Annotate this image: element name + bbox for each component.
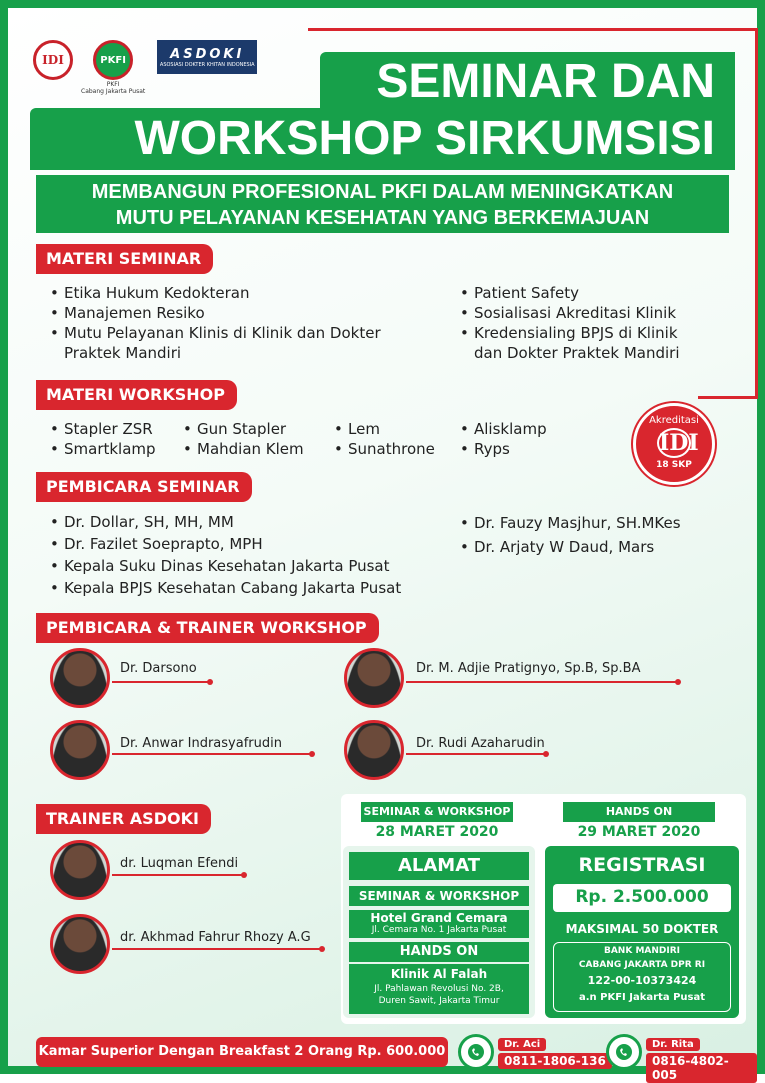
asdoki-logo-caption: ASOSIASI DOKTER KHITAN INDONESIA bbox=[159, 61, 255, 68]
materi-seminar-label: MATERI SEMINAR bbox=[36, 244, 213, 274]
speaker-underline bbox=[112, 681, 210, 683]
trainer-name: dr. Akhmad Fahrur Rhozy A.G bbox=[120, 930, 311, 945]
asdoki-logo bbox=[157, 40, 257, 74]
registrasi-account-number: 122-00-10373424 bbox=[587, 974, 697, 987]
title-line-1: SEMINAR DAN bbox=[320, 52, 735, 112]
list-item: • Ryps bbox=[460, 439, 580, 459]
list-item: • Patient Safety bbox=[460, 283, 710, 303]
alamat-hands-venue: Klinik Al Falah bbox=[390, 967, 488, 981]
pkfi-logo: PKFI bbox=[93, 40, 133, 80]
list-item: • Etika Hukum Kedokteran bbox=[50, 283, 440, 303]
speaker-photo-darsono bbox=[50, 648, 110, 708]
registrasi-price: Rp. 2.500.000 bbox=[575, 887, 709, 907]
list-item: • Mahdian Klem bbox=[183, 439, 333, 459]
list-item: • Kredensialing BPJS di Klinik dan Dokter Praktek Mandiri bbox=[460, 323, 710, 363]
event-info-box bbox=[341, 794, 746, 1024]
pembicara-trainer-label: PEMBICARA & TRAINER WORKSHOP bbox=[36, 613, 379, 643]
pkfi-logo-caption: PKFI Cabang Jakarta Pusat bbox=[81, 81, 146, 95]
list-item: • Dr. Arjaty W Daud, Mars bbox=[460, 535, 720, 559]
akreditasi-badge bbox=[633, 403, 715, 485]
speaker-photo-adjie bbox=[344, 648, 404, 708]
list-item: • Kepala Suku Dinas Kesehatan Jakarta Pusat bbox=[50, 555, 460, 577]
contact-aci[interactable] bbox=[498, 1032, 612, 1070]
pembicara-seminar-right-list bbox=[460, 511, 720, 559]
trainer-underline bbox=[112, 948, 322, 950]
contact-name: Dr. Aci bbox=[498, 1038, 546, 1051]
workshop-col-3 bbox=[334, 419, 454, 459]
trainer-name: dr. Luqman Efendi bbox=[120, 856, 239, 871]
list-item: • Lem bbox=[334, 419, 454, 439]
room-offer-banner: Kamar Superior Dengan Breakfast 2 Orang Rp. 600.000 bbox=[36, 1037, 448, 1067]
speaker-name: Dr. Rudi Azaharudin bbox=[416, 736, 545, 751]
list-item: • Smartklamp bbox=[50, 439, 180, 459]
materi-workshop-label: MATERI WORKSHOP bbox=[36, 380, 237, 410]
akreditasi-label: Akreditasi bbox=[649, 415, 699, 426]
red-border-top bbox=[308, 28, 758, 31]
speaker-name: Dr. M. Adjie Pratignyo, Sp.B, Sp.BA bbox=[416, 661, 641, 676]
trainer-underline bbox=[112, 874, 244, 876]
asdoki-logo-text: ASDOKI bbox=[170, 46, 245, 62]
list-item: • Dr. Fazilet Soeprapto, MPH bbox=[50, 533, 460, 555]
akreditasi-org: IDI bbox=[659, 430, 699, 456]
list-item: • Mutu Pelayanan Klinis di Klinik dan Dokter Praktek Mandiri bbox=[50, 323, 440, 363]
whatsapp-icon[interactable] bbox=[606, 1034, 642, 1070]
workshop-col-4 bbox=[460, 419, 580, 459]
list-item: • Sunathrone bbox=[334, 439, 454, 459]
red-border-corner bbox=[698, 396, 758, 399]
registrasi-max: MAKSIMAL 50 DOKTER bbox=[565, 922, 719, 936]
alamat-seminar-address: Jl. Cemara No. 1 Jakarta Pusat bbox=[371, 925, 507, 935]
pembicara-seminar-left-list bbox=[50, 511, 460, 599]
list-item: • Alisklamp bbox=[460, 419, 580, 439]
registrasi-bank: BANK MANDIRI bbox=[603, 946, 681, 956]
list-item: • Dr. Fauzy Masjhur, SH.MKes bbox=[460, 511, 720, 535]
trainer-photo-luqman bbox=[50, 840, 110, 900]
contact-phone[interactable]: 0816-4802-005 bbox=[646, 1053, 757, 1083]
speaker-photo-rudi bbox=[344, 720, 404, 780]
materi-seminar-left-list bbox=[50, 283, 440, 363]
red-border-right bbox=[755, 28, 758, 398]
alamat-hands-label: HANDS ON bbox=[349, 942, 529, 962]
contact-rita[interactable] bbox=[646, 1032, 757, 1082]
list-item: • Dr. Dollar, SH, MH, MM bbox=[50, 511, 460, 533]
contact-phone[interactable]: 0811-1806-136 bbox=[498, 1053, 612, 1069]
subtitle-line-2: MUTU PELAYANAN KESEHATAN YANG BERKEMAJUAN bbox=[115, 207, 650, 229]
list-item: • Gun Stapler bbox=[183, 419, 333, 439]
logo-row bbox=[33, 40, 257, 95]
speaker-underline bbox=[406, 681, 678, 683]
speaker-name: Dr. Darsono bbox=[120, 661, 197, 676]
list-item: • Kepala BPJS Kesehatan Cabang Jakarta Pusat bbox=[50, 577, 460, 599]
alamat-seminar-label: SEMINAR & WORKSHOP bbox=[349, 886, 529, 906]
materi-seminar-right-list bbox=[460, 283, 710, 363]
list-item: • Sosialisasi Akreditasi Klinik bbox=[460, 303, 710, 323]
trainer-photo-akhmad bbox=[50, 914, 110, 974]
subtitle-line-1: MEMBANGUN PROFESIONAL PKFI DALAM MENINGKATKAN bbox=[91, 181, 674, 203]
idi-logo: IDI bbox=[33, 40, 73, 80]
akreditasi-skp: 18 SKP bbox=[656, 460, 692, 470]
pkfi-logo-group bbox=[81, 40, 145, 95]
alamat-hands-address-2: Duren Sawit, Jakarta Timur bbox=[378, 996, 500, 1006]
alamat-seminar-venue: Hotel Grand Cemara bbox=[370, 911, 508, 925]
list-item: • Manajemen Resiko bbox=[50, 303, 440, 323]
registrasi-account-name: a.n PKFI Jakarta Pusat bbox=[579, 992, 705, 1003]
whatsapp-icon[interactable] bbox=[458, 1034, 494, 1070]
seminar-date: 28 MARET 2020 bbox=[375, 824, 499, 840]
speaker-underline bbox=[112, 753, 312, 755]
seminar-date-label: SEMINAR & WORKSHOP bbox=[361, 802, 513, 822]
hands-on-date: 29 MARET 2020 bbox=[577, 824, 701, 840]
workshop-col-2 bbox=[183, 419, 333, 459]
speaker-underline bbox=[406, 753, 546, 755]
hands-on-date-label: HANDS ON bbox=[563, 802, 715, 822]
alamat-title: ALAMAT bbox=[349, 852, 529, 880]
speaker-name: Dr. Anwar Indrasyafrudin bbox=[120, 736, 282, 751]
pembicara-seminar-label: PEMBICARA SEMINAR bbox=[36, 472, 252, 502]
registrasi-title: REGISTRASI bbox=[578, 854, 706, 876]
list-item: • Stapler ZSR bbox=[50, 419, 180, 439]
trainer-asdoki-label: TRAINER ASDOKI bbox=[36, 804, 211, 834]
subtitle-box bbox=[36, 175, 729, 233]
speaker-photo-anwar bbox=[50, 720, 110, 780]
workshop-col-1 bbox=[50, 419, 180, 459]
alamat-hands-address-1: Jl. Pahlawan Revolusi No. 2B, bbox=[374, 984, 504, 994]
registrasi-bank-branch: CABANG JAKARTA DPR RI bbox=[578, 960, 706, 970]
contact-name: Dr. Rita bbox=[646, 1038, 700, 1051]
title-line-2: WORKSHOP SIRKUMSISI bbox=[30, 108, 735, 170]
